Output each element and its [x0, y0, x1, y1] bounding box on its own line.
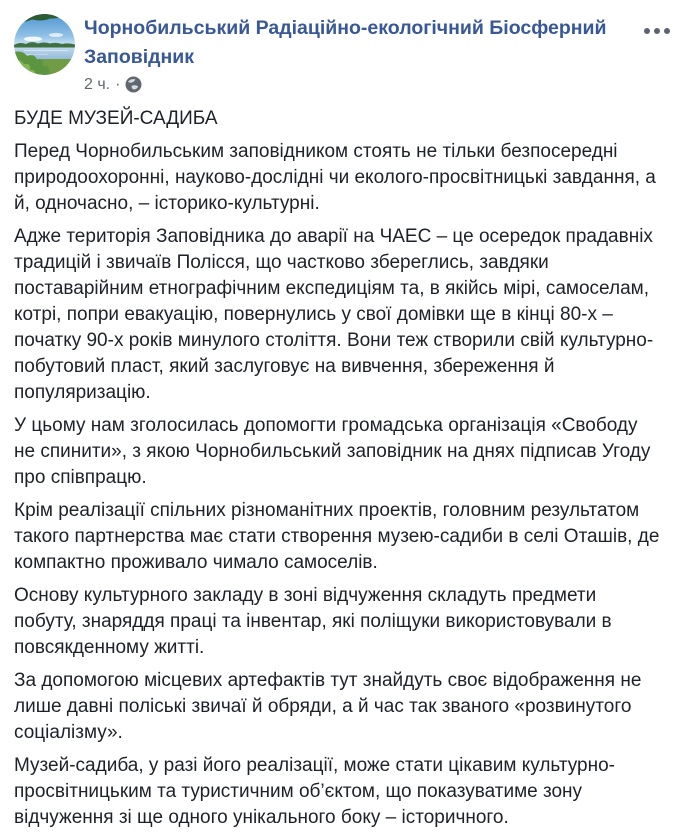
post-paragraph: За допомогою місцевих артефактів тут знайдуть своє відображення не лише давні поліські звичаї й обряди, а й час так званого «розвинутого соціалізму». — [14, 670, 642, 743]
post-paragraph: У цьому нам зголосилась допомогти громадська організація «Свободу не спинити», з якою Чорнобильський заповідник на днях підписав Угоду про співпрацю. — [14, 415, 651, 488]
post-paragraph: Перед Чорнобильським заповідником стоять не тільки безпосередні природоохоронні, науково-дослідні чи еколого-просвітницькі завдання, а й, одночасно, – історико-культурні. — [14, 141, 656, 214]
post-paragraph: Крім реалізації спільних різноманітних проектів, головним результатом такого партнерства має стати створення музею-садиби в селі Оташів, де компактно проживало чимало самоселів. — [14, 500, 660, 573]
post-body — [0, 94, 691, 831]
post-options-button[interactable] — [642, 22, 672, 40]
globe-public-icon — [125, 76, 142, 93]
header-text — [84, 14, 629, 94]
page-name-link[interactable]: Чорнобильський Радіаційно-екологічний Біосферний Заповідник — [84, 17, 607, 68]
post-title: БУДЕ МУЗЕЙ-САДИБА — [14, 108, 218, 129]
ellipsis-icon — [654, 28, 660, 34]
avatar[interactable] — [14, 14, 75, 75]
ellipsis-icon — [664, 28, 670, 34]
landscape-avatar-image — [14, 14, 75, 75]
meta-separator: · — [115, 76, 121, 93]
post-header — [0, 0, 691, 94]
timestamp-link[interactable]: 2 ч. — [84, 76, 111, 93]
post-meta — [84, 75, 629, 94]
post-paragraph: Адже територія Заповідника до аварії на ЧАЕС – це осередок прадавніх традицій і звичаїв Полісся, що частково збереглись, завдяки поставарійним етнографічним експедиціям та, в якійсь мірі, самоселам, котрі, попри евакуацію, повернулись у свої домівки ще в кінці 80-х – початку 90-х років минулого століття. Вони теж створили свій культурно-побутовий пласт, який заслуговує на вивчення, збереження й популяризацію. — [14, 226, 654, 403]
ellipsis-icon — [644, 28, 650, 34]
post-paragraph: Основу культурного закладу в зоні відчуження складуть предмети побуту, знаряддя праці та інвентар, які поліщуки використовували в повсякденному житті. — [14, 585, 612, 658]
post-paragraph: Музей-садиба, у разі його реалізації, може стати цікавим культурно-просвітницьким та туристичним об’єктом, що показуватиме зону відчуження зі ще одного унікального боку – історичного. — [14, 755, 615, 828]
